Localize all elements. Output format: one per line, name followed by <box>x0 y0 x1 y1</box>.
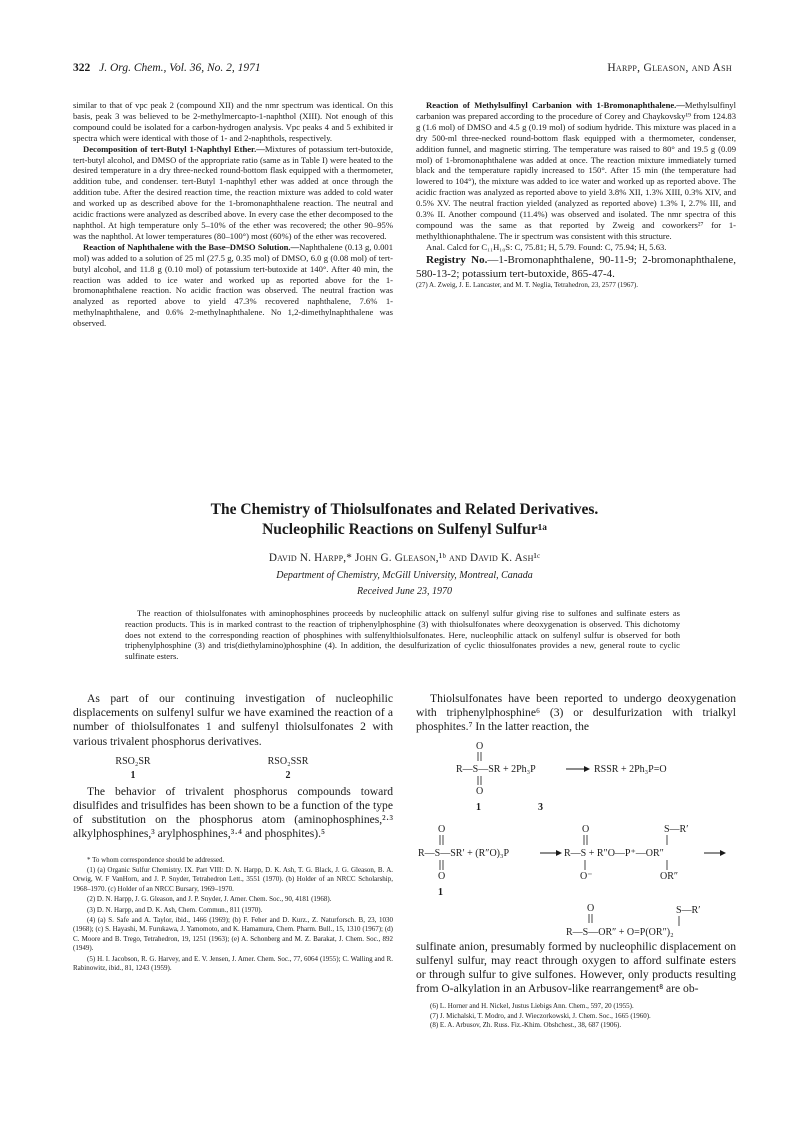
page-number: 322 <box>73 62 91 74</box>
footnote: (3) D. N. Harpp, and D. K. Ash, Chem. Commun., 811 (1970). <box>87 905 263 914</box>
paragraph <box>416 100 736 242</box>
footnote: (2) D. N. Harpp, J. G. Gleason, and J. P. Snyder, J. Amer. Chem. Soc., 90, 4181 (1968). <box>87 895 332 904</box>
structure-formula: RSO₂SR <box>115 755 151 767</box>
paragraph-text: Naphthalene (0.13 g, 0.001 mol) was added to a solution of 25 ml (27.5 g, 0.35 mol) of DMSO, 6.0 g (0.08 mol) of tert-butyl alcohol, and 11.8 g (0.10 mol) of potassium tert-butoxide at 140°. After 40 min, the reaction was added to ice water and worked up as reported above for the 1-bromonaphthalene reaction. No acidic fraction was observed. The neutral fraction was analyzed as reported above to yield 47.3% recovered naphthalene, 7.6% 1-methylnaphthalene, and 0.6% 2-methylnaphthalene. No 1,2-dimethylnaphthalene was observed. <box>73 241 393 329</box>
experimental-left-column <box>73 100 393 329</box>
paragraph <box>73 242 393 329</box>
paragraph-text: Methylsulfinyl carbanion was prepared according to the procedure of Corey and Chaykovsky¹⁹ from 124.83 g (1.6 mol) of DMSO and 4.5 g (0.19 mol) of sodium hydride. This mixture was placed in a dry 500-ml three-necked round-bottom flask equipped with a thermometer, condenser, addition funnel, and magnetic stirring. The temperature was raised to 80° and 19.5 g (0.09 mol) of 1-bromonaphthalene was added at once. The reaction mixture immediately turned black and the temperature rapidly increased to 150°. After 15 min (the temperature had lowered to 104°), the mixture was added to ice water and worked up as reported above. The acidic fraction was analyzed as reported above to yield 3.8% XII, 1.3% XIII, 0.3% XIV, and 0.5% XV. The neutral fraction yielded (analyzed as reported above) 1.3% I, 2.7% III, and 0.3% II. Another compound (11.4%) was observed and isolated. The nmr spectra of this compound was the same as that reported by Zweig and coworkers²⁷ for 1-methylthionaphthalene. The ir spectrum was consistent with this structure. <box>416 100 736 241</box>
run-in-heading: Reaction of Naphthalene with the Base–DMSO Solution.— <box>83 241 300 252</box>
article-title-block <box>73 500 736 597</box>
body-left-column <box>73 692 393 975</box>
compound-number: 1 <box>438 886 443 898</box>
compound-number: 2 <box>285 770 291 782</box>
running-authors: Harpp, Gleason, and Ash <box>607 62 732 74</box>
reaction-1-right: RSSR + 2Ph₃P=O <box>594 763 667 775</box>
paragraph: similar to that of vpc peak 2 (compound XII) and the nmr spectrum was identical. On this basis, peak 3 was believed to be 2-methylmercapto-1-naphthol (XIII). Not enough of this compound could be isolated for a carbon-hydrogen analysis. Vpc peaks 4 and 5 exhibited ir spectra which were identical with those of 1- and 2-naphthols, respectively. <box>73 100 393 143</box>
oxygen-atom-label: O <box>438 823 446 835</box>
registry-numbers <box>416 253 736 281</box>
footnote: (1) (a) Organic Sulfur Chemistry. IX. Part VIII: D. N. Harpp, D. K. Ash, T. G. Black, J. G. Gleason, B. A. Orwig, W. F VanHorn, and J. P. Snyder, Tetrahedron Lett., 3551 (1970). (b) Holder of an NRCC Scholarship, 1968–1970. (c) Holder of an NRCC Bursary, 1969–1970. <box>73 866 393 893</box>
paragraph: sulfinate anion, presumably formed by nucleophilic displacement on sulfenyl sulfur, may react through oxygen to afford sulfinate esters or through sulfur to give sulfones. However, only products resulting from O-alkylation in an Arbusov-like rearrangement⁸ are ob- <box>416 939 736 996</box>
experimental-right-column <box>416 100 736 290</box>
reaction-3-products: R—S—OR″ + O=P(OR″)₂ <box>566 926 674 938</box>
footnotes <box>73 856 393 974</box>
abstract: The reaction of thiolsulfonates with aminophosphines proceeds by nucleophilic attack on sulfenyl sulfur giving rise to sulfones and sulfinate esters as reaction products. This is in marked contrast to the reaction of triphenylphosphine (3) with thiolsulfonates where deoxygenation is observed. This dichotomy does not extend to the corresponding reaction of phosphines with sulfenylthiolsulfonates. Here, nucleophilic attack on sulfenyl sulfur is observed for both triphenylphosphine (3) and tris(diethylamino)phosphine (4). In addition, the desulfurization of cyclic thiosulfonates provides a new, general route to cyclic sulfinate esters. <box>125 608 680 662</box>
page-header <box>73 62 732 82</box>
footnotes <box>416 1002 736 1030</box>
reaction-2-left: R—S—SR′ + (R″O)₃P <box>418 847 510 859</box>
reaction-scheme <box>416 735 736 940</box>
compound-number: 3 <box>538 801 543 813</box>
sulfenyl-substituent: S—R′ <box>664 823 689 835</box>
registry-text: —1-Bromonaphthalene, 90-11-9; 2-bromonaphthalene, 580-13-2; potassium tert-butoxide, 865-47-4. <box>416 253 737 280</box>
oxygen-atom-label: O <box>438 870 446 882</box>
oxide-anion: O⁻ <box>580 870 593 882</box>
paragraph: As part of our continuing investigation of nucleophilic displacements on sulfenyl sulfur we have examined the reaction of a number of thiolsulfonates 1 and sulfenyl thiolsulfonates 2 with various trivalent phosphorus derivatives. <box>73 692 393 748</box>
structure-2 <box>263 755 313 783</box>
reaction-1-left: R—S—SR + 2Ph₃P <box>456 763 536 775</box>
received-date: Received June 23, 1970 <box>357 586 452 597</box>
paragraph: Thiolsulfonates have been reported to undergo deoxygenation with triphenylphosphine⁶ (3) or desulfurization with trialkyl phosphites.⁷ In the latter reaction, the <box>416 692 736 734</box>
reaction-scheme-drawing <box>416 735 736 940</box>
structure-labels <box>73 755 393 785</box>
run-in-heading: Reaction of Methylsulfinyl Carbanion with 1-Bromonaphthalene.— <box>426 100 685 110</box>
oxygen-atom-label: O <box>587 902 595 914</box>
paragraph <box>73 144 393 242</box>
oxygen-atom-label: O <box>476 740 484 752</box>
compound-number: 1 <box>476 801 481 813</box>
alkoxy-group: OR″ <box>660 870 679 882</box>
oxygen-atom-label: O <box>582 823 590 835</box>
article-title-line-2: Nucleophilic Reactions on Sulfenyl Sulfur¹ᵃ <box>262 521 547 538</box>
journal-citation: J. Org. Chem., Vol. 36, No. 2, 1971 <box>99 62 261 74</box>
structure-1 <box>113 755 153 783</box>
compound-number: 1 <box>130 770 136 782</box>
footnote: (5) H. I. Jacobson, R. G. Harvey, and E. V. Jensen, J. Amer. Chem. Soc., 77, 6064 (1955); C. Walling and R. Rabinowitz, ibid., 81, 1243 (1959). <box>73 954 393 973</box>
oxygen-atom-label: O <box>476 785 484 797</box>
running-head-left <box>73 62 261 74</box>
footnote: (8) E. A. Arbusov, Zh. Russ. Fiz.-Khim. Obshchest., 38, 687 (1906). <box>430 1021 622 1030</box>
footnote: (4) (a) S. Safe and A. Taylor, ibid., 1466 (1969); (b) F. Feher and D. Kurz., Z. Naturforsch. B, 23, 1030 (1968); (c) S. Hayashi, M. Furukawa, J. Yamomoto, and K. Hamamura, Chem. Pharm. Bull., 15, 1310 (1967); (d) C. Moore and B. Trego, Tetrahedron, 19, 1251 (1963); (e) A. Schonberg and M. Z. Barakat, J. Chem. Soc., 892 (1949). <box>73 916 393 953</box>
author-list: David N. Harpp,* John G. Gleason,¹ᵇ and David K. Ash¹ᶜ <box>268 552 541 564</box>
affiliation: Department of Chemistry, McGill University, Montreal, Canada <box>276 570 533 581</box>
sulfenyl-substituent: S—R′ <box>676 904 701 916</box>
reference-27: (27) A. Zweig, J. E. Lancaster, and M. T. Neglia, Tetrahedron, 23, 2577 (1967). <box>416 280 639 289</box>
body-right-column <box>416 692 736 1031</box>
run-in-heading: Decomposition of tert-Butyl 1-Naphthyl Ether.— <box>83 143 265 154</box>
footnote: (6) L. Horner and H. Nickel, Justus Liebigs Ann. Chem., 597, 20 (1955). <box>430 1002 634 1011</box>
reaction-2-intermediate: R—S + R″O—P⁺—OR″ <box>564 847 664 859</box>
analysis-line: Anal. Calcd for C₁₁H₁₀S: C, 75.81; H, 5.79. Found: C, 75.94; H, 5.63. <box>426 241 667 252</box>
footnote: * To whom correspondence should be addressed. <box>87 855 225 864</box>
paragraph: The behavior of trivalent phosphorus compounds toward disulfides and trisulfides has been shown to be a function of the type of substitution on the phosphorus atom (aminophosphines,²·³ alkylphosphines,³ arylphosphines,³·⁴ and phosphites).⁵ <box>73 784 393 841</box>
registry-heading: Registry No. <box>426 253 488 266</box>
footnote: (7) J. Michalski, T. Modro, and J. Wieczorkowski, J. Chem. Soc., 1665 (1960). <box>430 1011 651 1020</box>
article-title-line-1: The Chemistry of Thiolsulfonates and Related Derivatives. <box>210 501 599 518</box>
paragraph-text: Mixtures of potassium tert-butoxide, tert-butyl alcohol, and DMSO of the appropriate ratio (same as in Table I) were heated to the desired temperature in a dry three-necked round-bottom flask equipped with a thermometer, addition tube, and condenser. tert-Butyl 1-naphthyl ether was added at once through the addition tube. After the desired reaction time, the reaction mixture was added to cold water and worked up as described above for the 1-bromonaphthalene reaction. The neutral and acidic fractions were analyzed as described above. In every case the ether decomposed to the naphthol. At high temperature only 5–10% of the ether was recovered; the other 90–95% was the naphthol. At lower temperatures (80–100°) most (60%) of the ether was recovered. <box>73 143 394 241</box>
structure-formula: RSO₂SSR <box>267 755 309 767</box>
